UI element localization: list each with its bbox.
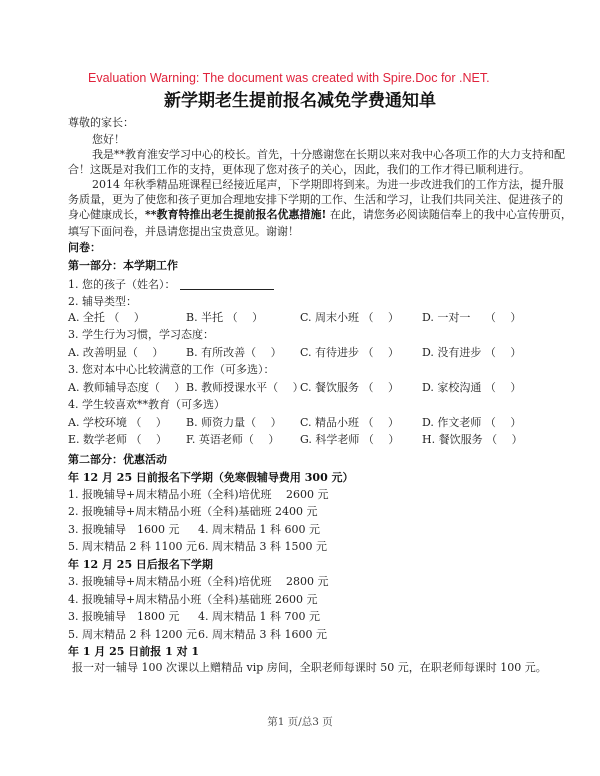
question-1-label: 1. 您的孩子（姓名）： xyxy=(68,278,176,291)
one-on-one-offer: 报一对一辅导 100 次课以上赠精品 vip 房间，全职老师每课时 50 元，在职老师每课时 100 元。 xyxy=(72,661,547,674)
child-name-field[interactable] xyxy=(180,289,274,290)
price-pair xyxy=(68,522,388,538)
option-f[interactable]: F. 英语老师（ ） xyxy=(186,433,280,446)
document-title: 新学期老生提前报名减免学费通知单 xyxy=(164,91,436,111)
question-2: 2. 辅导类型： xyxy=(68,295,137,308)
paragraph-2-line-2: 务质量，更为了使您和孩子更加合理地安排下学期的工作、生活和学习，让我们共同关注、促进孩子的 xyxy=(68,193,563,206)
hello: 您好！ xyxy=(92,133,125,146)
question-1 xyxy=(68,277,274,293)
option-a[interactable]: A. 改善明显（ ） xyxy=(68,346,164,359)
option-b[interactable]: B. 教师授课水平（ ） xyxy=(186,381,304,394)
price-pair xyxy=(68,539,388,555)
price-item: 5. 周末精品 2 科 1100 元 xyxy=(68,540,197,553)
question-2-options xyxy=(68,310,538,326)
price-item: 3. 报晚辅导 1600 元 xyxy=(68,523,180,536)
option-d[interactable]: D. 作文老师 （ ） xyxy=(422,416,522,429)
paragraph-3-end: 在此，请您务必阅读随信奉上的我中心宣传册页， xyxy=(326,208,572,221)
option-d[interactable]: D. 没有进步 （ ） xyxy=(422,346,522,359)
price-item: 6. 周末精品 3 科 1500 元 xyxy=(198,540,327,553)
price-pair xyxy=(68,627,388,643)
option-b[interactable]: B. 半托 （ ） xyxy=(186,311,264,324)
price-item: 3. 报晚辅导+周末精品小班（全科)培优班 2800 元 xyxy=(68,575,329,588)
option-a[interactable]: A. 教师辅导态度（ ） xyxy=(68,381,186,394)
paragraph-2-line-1: 2014 年秋季精品班课程已经接近尾声，下学期即将到来。为进一步改进我们的工作方法，提升服 xyxy=(92,178,564,191)
question-4: 3. 您对本中心比较满意的工作（可多选）： xyxy=(68,363,275,376)
paragraph-3 xyxy=(68,207,572,223)
price-item: 4. 周末精品 1 科 600 元 xyxy=(198,523,320,536)
questionnaire-label: 问卷： xyxy=(68,241,101,254)
option-e[interactable]: E. 数学老师 （ ） xyxy=(68,433,168,446)
page-footer: 第1 页/总3 页 xyxy=(267,716,333,728)
evaluation-warning: Evaluation Warning: The document was created with Spire.Doc for .NET. xyxy=(88,71,490,85)
question-3: 3. 学生行为习惯，学习态度： xyxy=(68,328,214,341)
option-g[interactable]: G. 科学老师 （ ） xyxy=(300,433,400,446)
jan25-one-on-one-heading: 年 1 月 25 日前报 1 对 1 xyxy=(68,645,200,658)
paragraph-3-start: 身心健康成长， xyxy=(68,208,145,221)
part2-heading: 第二部分：优惠活动 xyxy=(68,453,167,466)
price-item: 6. 周末精品 3 科 1600 元 xyxy=(198,628,327,641)
paragraph-1-line-2: 合！这既是对我们工作的支持，更体现了您对孩子的关心，因此，我们的工作才得已顺利进行。 xyxy=(68,163,530,176)
price-item: 4. 周末精品 1 科 700 元 xyxy=(198,610,320,623)
question-3-options xyxy=(68,345,538,361)
option-c[interactable]: C. 周末小班 （ ） xyxy=(300,311,400,324)
option-b[interactable]: B. 有所改善（ ） xyxy=(186,346,282,359)
option-a[interactable]: A. 学校环境 （ ） xyxy=(68,416,167,429)
question-5: 4. 学生较喜欢**教育（可多选） xyxy=(68,398,225,411)
after-dec25-heading: 年 12 月 25 日后报名下学期 xyxy=(68,558,213,571)
price-item: 3. 报晚辅导 1800 元 xyxy=(68,610,180,623)
paragraph-1-line-1: 我是**教育淮安学习中心的校长。首先，十分感谢您在长期以来对我中心各项工作的大力支持和配 xyxy=(92,148,565,161)
option-h[interactable]: H. 餐饮服务 （ ） xyxy=(422,433,523,446)
option-d[interactable]: D. 一对一 （ ） xyxy=(422,311,522,324)
option-c[interactable]: C. 精品小班 （ ） xyxy=(300,416,400,429)
question-5-options-2 xyxy=(68,432,538,448)
paragraph-4: 填写下面问卷，并恳请您提出宝贵意见。谢谢！ xyxy=(68,225,299,238)
option-c[interactable]: C. 餐饮服务 （ ） xyxy=(300,381,400,394)
price-item: 4. 报晚辅导+周末精品小班（全科)基础班 2600 元 xyxy=(68,593,318,606)
option-a[interactable]: A. 全托 （ ） xyxy=(68,311,145,324)
paragraph-3-bold: **教育特推出老生提前报名优惠措施! xyxy=(145,208,327,221)
question-5-options xyxy=(68,415,538,431)
price-item: 1. 报晚辅导+周末精品小班（全科)培优班 2600 元 xyxy=(68,488,329,501)
option-c[interactable]: C. 有待进步 （ ） xyxy=(300,346,400,359)
before-dec25-heading: 年 12 月 25 日前报名下学期（免寒假辅导费用 300 元） xyxy=(68,471,354,484)
price-item: 5. 周末精品 2 科 1200 元 xyxy=(68,628,197,641)
question-4-options xyxy=(68,380,538,396)
greeting: 尊敬的家长： xyxy=(68,116,134,129)
part1-heading: 第一部分：本学期工作 xyxy=(68,259,178,272)
option-d[interactable]: D. 家校沟通 （ ） xyxy=(422,381,522,394)
price-pair xyxy=(68,609,388,625)
price-item: 2. 报晚辅导+周末精品小班（全科)基础班 2400 元 xyxy=(68,505,318,518)
option-b[interactable]: B. 师资力量（ ） xyxy=(186,416,282,429)
